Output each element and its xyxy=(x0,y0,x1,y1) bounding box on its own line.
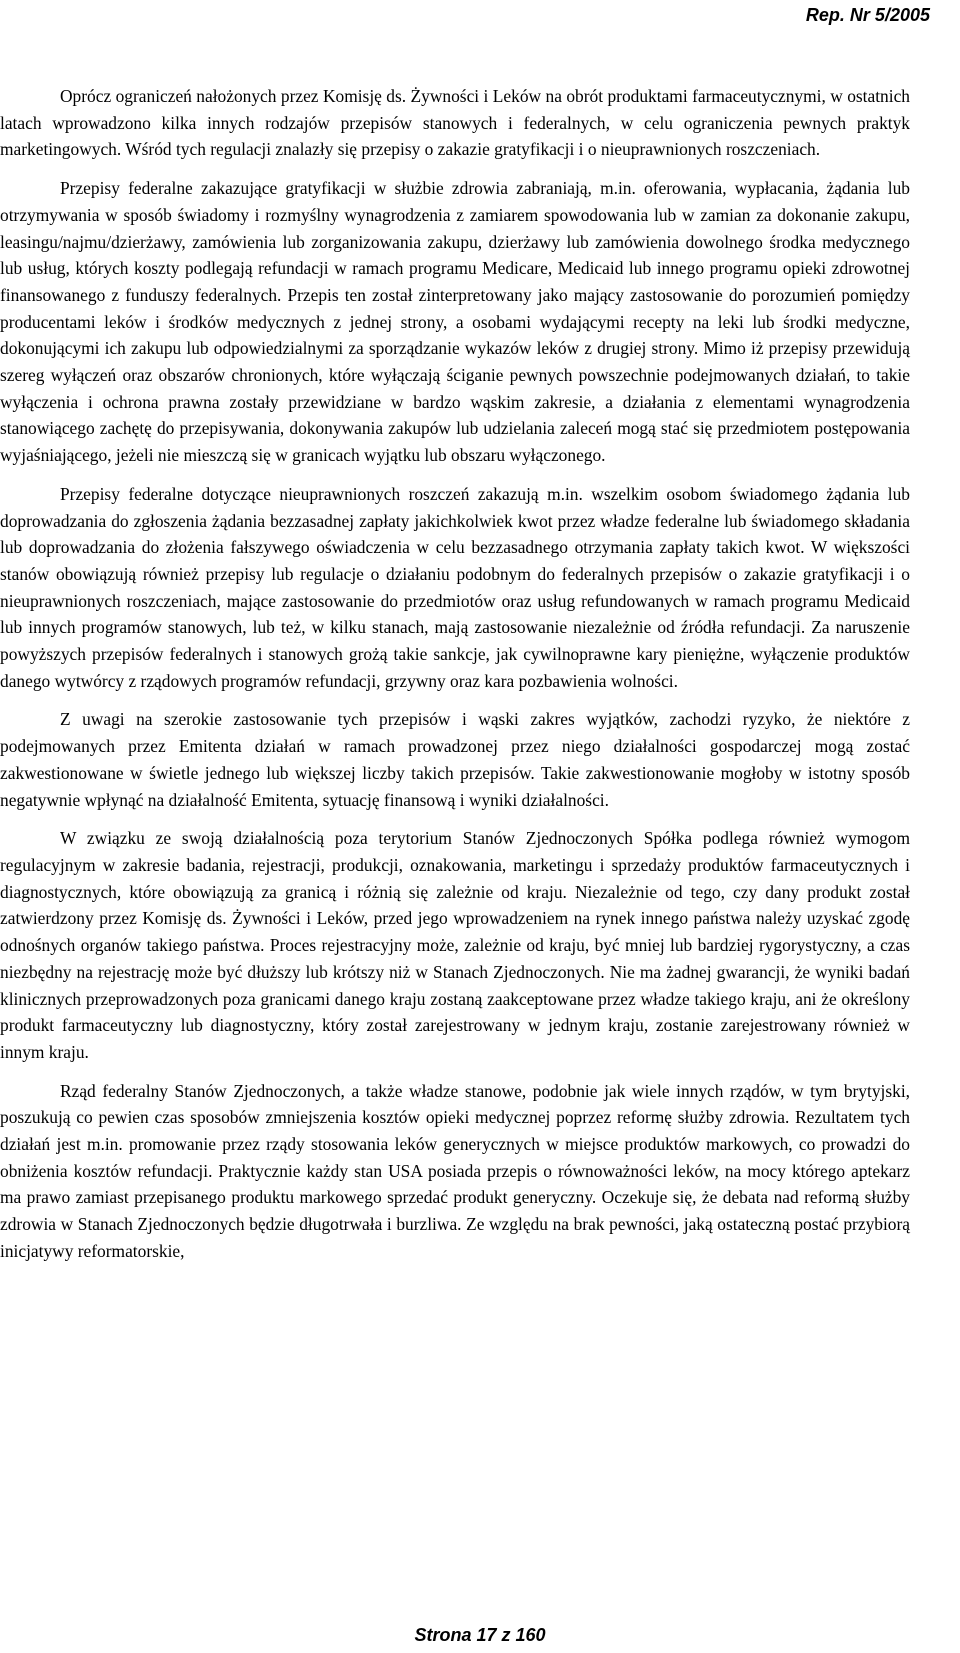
document-body xyxy=(0,83,910,1277)
paragraph: Przepisy federalne dotyczące nieuprawnionych roszczeń zakazują m.in. wszelkim osobom świadomego żądania lub doprowadzania do zgłoszenia żądania bezzasadnej zapłaty jakichkolwiek kwot przez władze federalne lub świadomego składania lub doprowadzania do złożenia fałszywego oświadczenia w celu bezzasadnego otrzymania zapłaty takich kwot. W większości stanów obowiązują również przepisy lub regulacje o działaniu podobnym do federalnych przepisów o zakazie gratyfikacji i o nieuprawnionych roszczeniach, mające zastosowanie do przedmiotów oraz usług refundowanych w ramach programu Medicaid lub innych programów stanowych, lub też, w kilku stanach, mają zastosowanie niezależnie od źródła refundacji. Za naruszenie powyższych przepisów federalnych i stanowych grożą takie sankcje, jak cywilnoprawne kary pieniężne, wyłączenie produktów danego wytwórcy z rządowych programów refundacji, grzywny oraz kara pozbawienia wolności. xyxy=(0,483,910,691)
paragraph: W związku ze swoją działalnością poza terytorium Stanów Zjednoczonych Spółka podlega również wymogom regulacyjnym w zakresie badania, rejestracji, produkcji, oznakowania, marketingu i sprzedaży produktów farmaceutycznych i diagnostycznych, które obowiązują za granicą i różnią się zależnie od kraju. Niezależnie od tego, czy dany produkt został zatwierdzony przez Komisję ds. Żywności i Leków, przed jego wprowadzeniem na rynek innego państwa należy uzyskać zgodę odnośnych organów takiego państwa. Proces rejestracyjny może, zależnie od kraju, być mniej lub bardziej rygorystyczny, a czas niezbędny na rejestrację może być dłuższy lub krótszy niż w Stanach Zjednoczonych. Nie ma żadnej gwarancji, że wyniki badań klinicznych przeprowadzonych poza granicami danego kraju zostaną zaakceptowane przez władze takiego kraju, ani że określony produkt farmaceutyczny lub diagnostyczny, który został zarejestrowany w jednym kraju, zostanie zarejestrowany również w innym kraju. xyxy=(0,828,910,1062)
paragraph: Przepisy federalne zakazujące gratyfikacji w służbie zdrowia zabraniają, m.in. oferowania, wypłacania, żądania lub otrzymywania w sposób świadomy i rozmyślny wynagrodzenia z zamiarem spowodowania lub w zamian za dokonanie zakupu, leasingu/najmu/dzierżawy, zamówienia lub zorganizowania zakupu, dzierżawy lub zamówienia dowolnego środka medycznego lub usług, których koszty podlegają refundacji w ramach programu Medicare, Medicaid lub innego programu opieki zdrowotnej finansowanego z funduszy federalnych. Przepis ten został zinterpretowany jako mający zastosowanie do porozumień pomiędzy producentami leków i środków medycznych z jednej strony, a osobami wydającymi recepty na leki lub środki medyczne, dokonującymi ich zakupu lub odpowiedzialnymi za sporządzanie wykazów leków z drugiej strony. Mimo iż przepisy przewidują szereg wyłączeń oraz obszarów chronionych, które wyłączają ściganie pewnych powszechnie podejmowanych działań, to takie wyłączenia i ochrona prawna zostały przewidziane w bardzo wąskim zakresie, a działania z elementami wynagrodzenia stanowiącego zachętę do przepisywania, dokonywania zakupów lub udzielania zaleceń mogą stać się przedmiotem postępowania wyjaśniającego, jeżeli nie mieszczą się w granicach wyjątku lub obszaru wyłączonego. xyxy=(0,178,910,466)
paragraph: Rząd federalny Stanów Zjednoczonych, a także władze stanowe, podobnie jak wiele innych rządów, w tym brytyjski, poszukują co pewien czas sposobów zmniejszenia kosztów opieki medycznej poprzez reformę służby zdrowia. Rezultatem tych działań jest m.in. promowanie przez rządy stosowania leków generycznych w miejsce produktów markowych, co prowadzi do obniżenia kosztów refundacji. Praktycznie każdy stan USA posiada przepis o równoważności leków, na mocy którego aptekarz ma prawo zamiast przepisanego produktu markowego sprzedać produkt generyczny. Oczekuje się, że debata nad reformą służby zdrowia w Stanach Zjednoczonych będzie długotrwała i burzliwa. Ze względu na brak pewności, jaką ostateczną postać przybiorą inicjatywy reformatorskie, xyxy=(0,1080,910,1261)
page-header: Rep. Nr 5/2005 xyxy=(805,5,930,25)
page-number: Strona 17 z 160 xyxy=(414,1625,546,1645)
paragraph: Oprócz ograniczeń nałożonych przez Komisję ds. Żywności i Leków na obrót produktami farmaceutycznymi, w ostatnich latach wprowadzono kilka innych rodzajów przepisów stanowych i federalnych, w celu ograniczenia pewnych praktyk marketingowych. Wśród tych regulacji znalazły się przepisy o zakazie gratyfikacji i o nieuprawnionych roszczeniach. xyxy=(0,86,910,160)
paragraph: Z uwagi na szerokie zastosowanie tych przepisów i wąski zakres wyjątków, zachodzi ryzyko, że niektóre z podejmowanych przez Emitenta działań w ramach prowadzonej przez niego działalności gospodarczej mogą zostać zakwestionowane w świetle jednego lub większej liczby takich przepisów. Takie zakwestionowanie mogłoby w istotny sposób negatywnie wpłynąć na działalność Emitenta, sytuację finansową i wyniki działalności. xyxy=(0,709,910,810)
